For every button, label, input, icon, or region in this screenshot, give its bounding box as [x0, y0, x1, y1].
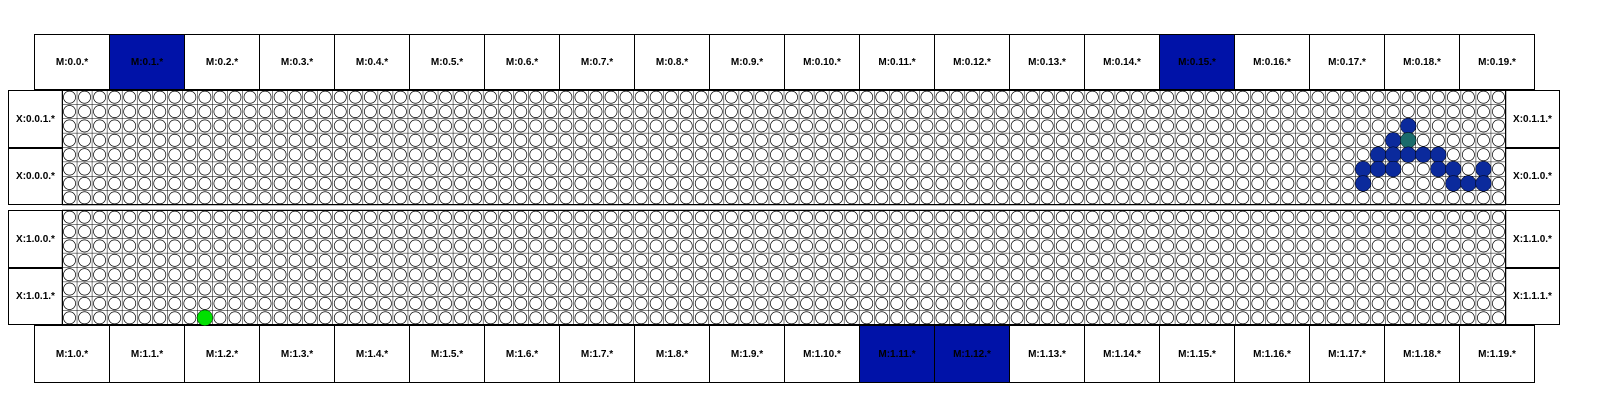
- top-row-cell-13[interactable]: M:0.13.*: [1009, 34, 1085, 90]
- bottom-row-cell-11[interactable]: M:1.11.*: [859, 325, 935, 383]
- panel1-right-label-1: X:1.1.1.*: [1505, 268, 1560, 325]
- bottom-row-cell-13[interactable]: M:1.13.*: [1009, 325, 1085, 383]
- panel0-active-dot-14[interactable]: [1355, 176, 1371, 192]
- top-row-cell-8[interactable]: M:0.8.*: [634, 34, 710, 90]
- bottom-row-cell-15[interactable]: M:1.15.*: [1159, 325, 1235, 383]
- top-row-cell-14[interactable]: M:0.14.*: [1084, 34, 1160, 90]
- panel1-left-label-1: X:1.0.1.*: [8, 268, 63, 325]
- panel0-active-dot-4[interactable]: [1385, 147, 1401, 163]
- bottom-row-cell-14[interactable]: M:1.14.*: [1084, 325, 1160, 383]
- panel0-active-dot-8[interactable]: [1355, 161, 1371, 177]
- panel1-dots: [62, 210, 1506, 326]
- panel0-left-label-1: X:0.0.0.*: [8, 148, 63, 205]
- panel0-left-label-0: X:0.0.1.*: [8, 90, 63, 148]
- bottom-row-cell-0[interactable]: M:1.0.*: [34, 325, 110, 383]
- bottom-row-cell-4[interactable]: M:1.4.*: [334, 325, 410, 383]
- bottom-row-cell-16[interactable]: M:1.16.*: [1234, 325, 1310, 383]
- top-row-cell-1[interactable]: M:0.1.*: [109, 34, 185, 90]
- top-row-cell-17[interactable]: M:0.17.*: [1309, 34, 1385, 90]
- bottom-row-cell-3[interactable]: M:1.3.*: [259, 325, 335, 383]
- panel0-dots: [62, 90, 1506, 205]
- top-row-cell-0[interactable]: M:0.0.*: [34, 34, 110, 90]
- top-row-cell-9[interactable]: M:0.9.*: [709, 34, 785, 90]
- bottom-row-cell-6[interactable]: M:1.6.*: [484, 325, 560, 383]
- top-row-cell-10[interactable]: M:0.10.*: [784, 34, 860, 90]
- top-row-cell-4[interactable]: M:0.4.*: [334, 34, 410, 90]
- bottom-row-cell-8[interactable]: M:1.8.*: [634, 325, 710, 383]
- panel0-active-dot-0[interactable]: [1400, 118, 1416, 134]
- top-row-cell-3[interactable]: M:0.3.*: [259, 34, 335, 90]
- bottom-row-cell-18[interactable]: M:1.18.*: [1384, 325, 1460, 383]
- panel0-active-dot-16[interactable]: [1460, 176, 1476, 192]
- panel0-active-dot-15[interactable]: [1445, 176, 1461, 192]
- bottom-row-cell-5[interactable]: M:1.5.*: [409, 325, 485, 383]
- top-row-cell-12[interactable]: M:0.12.*: [934, 34, 1010, 90]
- top-row-cell-11[interactable]: M:0.11.*: [859, 34, 935, 90]
- panel0-active-dot-7[interactable]: [1430, 147, 1446, 163]
- top-row-cell-2[interactable]: M:0.2.*: [184, 34, 260, 90]
- bottom-row-cell-2[interactable]: M:1.2.*: [184, 325, 260, 383]
- panel1-active-dot-0[interactable]: [197, 310, 213, 326]
- bottom-row-cell-10[interactable]: M:1.10.*: [784, 325, 860, 383]
- panel0-active-dot-1[interactable]: [1385, 132, 1401, 148]
- bottom-row-cell-12[interactable]: M:1.12.*: [934, 325, 1010, 383]
- bottom-row-cell-9[interactable]: M:1.9.*: [709, 325, 785, 383]
- bottom-row-cell-7[interactable]: M:1.7.*: [559, 325, 635, 383]
- panel0-active-dot-11[interactable]: [1430, 161, 1446, 177]
- top-row-cell-5[interactable]: M:0.5.*: [409, 34, 485, 90]
- panel0-active-dot-10[interactable]: [1385, 161, 1401, 177]
- panel0-active-dot-2[interactable]: [1400, 132, 1416, 148]
- panel0-active-dot-12[interactable]: [1445, 161, 1461, 177]
- top-row-cell-16[interactable]: M:0.16.*: [1234, 34, 1310, 90]
- panel0-right-label-0: X:0.1.1.*: [1505, 90, 1560, 148]
- panel1-right-label-0: X:1.1.0.*: [1505, 210, 1560, 268]
- top-row-cell-6[interactable]: M:0.6.*: [484, 34, 560, 90]
- panel0-active-dot-6[interactable]: [1415, 147, 1431, 163]
- panel0-active-dot-17[interactable]: [1476, 176, 1492, 192]
- top-row-cell-18[interactable]: M:0.18.*: [1384, 34, 1460, 90]
- bottom-row-cell-19[interactable]: M:1.19.*: [1459, 325, 1535, 383]
- panel0-right-label-1: X:0.1.0.*: [1505, 148, 1560, 205]
- bottom-row-cell-17[interactable]: M:1.17.*: [1309, 325, 1385, 383]
- panel0-active-dot-5[interactable]: [1400, 147, 1416, 163]
- panel0-active-dot-3[interactable]: [1370, 147, 1386, 163]
- panel0-active-dot-9[interactable]: [1370, 161, 1386, 177]
- panel1-left-label-0: X:1.0.0.*: [8, 210, 63, 268]
- top-row-cell-15[interactable]: M:0.15.*: [1159, 34, 1235, 90]
- top-row-cell-19[interactable]: M:0.19.*: [1459, 34, 1535, 90]
- panel0-active-dot-13[interactable]: [1476, 161, 1492, 177]
- bottom-row-cell-1[interactable]: M:1.1.*: [109, 325, 185, 383]
- top-row-cell-7[interactable]: M:0.7.*: [559, 34, 635, 90]
